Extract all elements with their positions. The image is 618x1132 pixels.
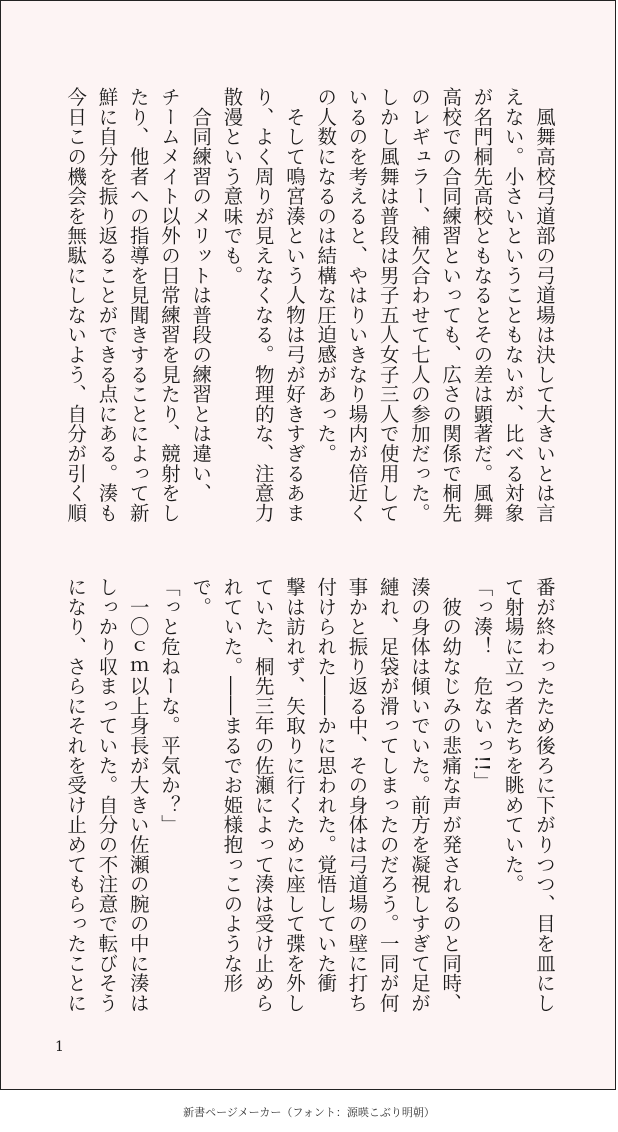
text-line: り、よく周りが見えなくなる。物理的な、注意力 bbox=[251, 87, 275, 523]
text-line: で。 bbox=[189, 577, 213, 617]
text-line: 「っ湊！ 危ないっ!!」 bbox=[470, 577, 494, 792]
text-line: が名門桐先高校ともなるとその差は顕著だ。風舞 bbox=[470, 87, 494, 523]
text-line: しっかり収まっていた。自分の不注意で転びそう bbox=[95, 577, 119, 1013]
text-line: えない。小さいということもないが、比べる対象 bbox=[501, 87, 525, 523]
page-number: 1 bbox=[55, 1039, 64, 1055]
text-line: ていた、桐先三年の佐瀬によって湊は受け止めら bbox=[251, 577, 275, 1013]
text-line: 散漫という意味でも。 bbox=[220, 87, 244, 285]
text-line: しかし風舞は普段は男子五人女子三人で使用して bbox=[376, 87, 400, 523]
text-line: 一〇ｃｍ以上身長が大きい佐瀬の腕の中に湊は bbox=[126, 577, 150, 1013]
text-line: たり、他者への指導を見聞きすることによって新 bbox=[126, 87, 150, 523]
text-line: 湊の身体は傾いでいた。前方を凝視しすぎて足が bbox=[408, 577, 431, 1013]
text-block-top bbox=[60, 87, 560, 527]
text-line: そして鳴宮湊という人物は弓が好きすぎるあま bbox=[283, 87, 306, 523]
text-line: 合同練習のメリットは普段の練習とは違い、 bbox=[189, 87, 213, 503]
text-line: チームメイト以外の日常練習を見たり、競射をし bbox=[158, 87, 181, 523]
text-line: 付けられた――かに思われた。覚悟していた衝 bbox=[314, 577, 338, 993]
text-line: 縺れ、足袋が滑ってしまったのだろう。一同が何 bbox=[376, 577, 400, 1013]
text-line: 事かと振り返る中、その身体は弓道場の壁に打ち bbox=[345, 577, 369, 1013]
footer-credit: 新書ページメーカー（フォント：源暎こぶり明朝） bbox=[183, 1106, 435, 1119]
text-line: 撃は訪れず、矢取りに行くために座して弽を外し bbox=[283, 577, 306, 1013]
text-line: の人数になるのは結構な圧迫感があった。 bbox=[314, 87, 338, 464]
text-line: 高校での合同練習といっても、広さの関係で桐先 bbox=[439, 87, 463, 523]
text-line: て射場に立つ者たちを眺めていた。 bbox=[501, 577, 525, 894]
text-line: 彼の幼なじみの悲痛な声が発されるのと同時、 bbox=[439, 577, 463, 1013]
text-line: 風舞高校弓道部の弓道場は決して大きいとは言 bbox=[533, 87, 556, 523]
text-block-bottom bbox=[60, 577, 560, 1017]
text-line: 今日この機会を無駄にしないよう、自分が引く順 bbox=[64, 87, 88, 523]
text-line: になり、さらにそれを受け止めてもらったことに bbox=[64, 577, 88, 1013]
text-line: れていた。――まるでお姫様抱っこのような形 bbox=[220, 577, 244, 993]
text-line: のレギュラー、補欠合わせて七人の参加だった。 bbox=[408, 87, 431, 523]
text-line: 「っと危ねーな。平気か？」 bbox=[158, 577, 181, 835]
text-line: 鮮に自分を振り返ることができる点にある。湊も bbox=[95, 87, 119, 523]
text-line: 番が終わったため後ろに下がりつつ、目を皿にし bbox=[533, 577, 556, 1013]
text-line: いるのを考えると、やはりいきなり場内が倍近く bbox=[345, 87, 369, 523]
